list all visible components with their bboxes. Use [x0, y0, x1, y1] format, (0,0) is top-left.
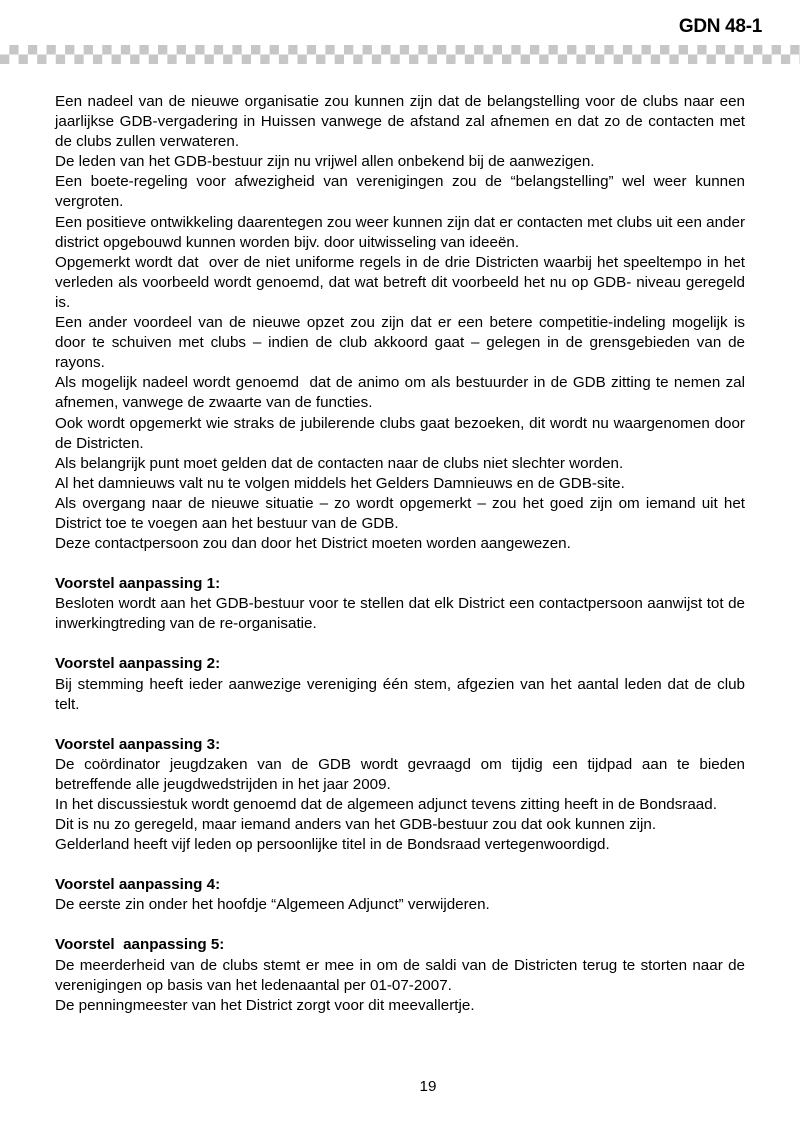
intro-section: [55, 92, 750, 554]
proposal-heading: Voorstel aanpassing 4:: [55, 876, 221, 894]
section-spacer: [55, 855, 745, 875]
body-paragraph: Als overgang naar de nieuwe situatie – zo wordt opgemerkt – zou het goed zijn om iemand uit het District toe te voegen aan het bestuur van de GDB.: [55, 494, 750, 532]
proposal-paragraph: Besloten wordt aan het GDB-bestuur voor te stellen dat elk District een contactpersoon aanwijst tot de inwerkingtreding van de re-organisatie.: [55, 595, 750, 633]
section-spacer: [55, 634, 745, 654]
body-paragraph: Een nadeel van de nieuwe organisatie zou kunnen zijn dat de belangstelling voor de clubs naar een jaarlijkse GDB-vergadering in Huissen vanwege de afstand zal afnemen en dat zo de contacten met de clubs zullen verwateren.: [55, 93, 750, 151]
body-paragraph: Een ander voordeel van de nieuwe opzet zou zijn dat er een betere competitie-indeling mogelijk is door te schuiven met clubs – indien de club akkoord gaat – gelegen in de grensgebieden van de rayons.: [55, 314, 750, 372]
body-paragraph: Als mogelijk nadeel wordt genoemd dat de animo om als bestuurder in de GDB zitting te nemen zal afnemen, vanwege de zwaarte van de functies.: [55, 374, 750, 412]
proposal-heading: Voorstel aanpassing 5:: [55, 936, 225, 954]
proposal-paragraph: Bij stemming heeft ieder aanwezige vereniging één stem, afgezien van het aantal leden dat de club telt.: [55, 675, 750, 713]
section-spacer: [55, 554, 745, 574]
proposal-section-4: [55, 875, 745, 915]
proposal-heading: Voorstel aanpassing 2:: [55, 655, 221, 673]
document-body: [55, 92, 750, 1016]
body-paragraph: Als belangrijk punt moet gelden dat de contacten naar de clubs niet slechter worden.: [55, 454, 624, 472]
proposal-paragraph: De eerste zin onder het hoofdje “Algemeen Adjunct” verwijderen.: [55, 896, 490, 914]
page-number: 19: [419, 1078, 437, 1095]
proposal-paragraph: De coördinator jeugdzaken van de GDB wordt gevraagd om tijdig een tijdpad aan te bieden betreffende alle jeugdwedstrijden in het jaar 2009.: [55, 755, 750, 793]
body-paragraph: Opgemerkt wordt dat over de niet uniforme regels in de drie Districten waarbij het speeltempo in het verleden als voorbeeld wordt genoemd, dat wat betreft dit voorbeeld het nu op GDB- niveau geregeld is.: [55, 253, 750, 311]
proposal-section-5: [55, 935, 750, 1015]
proposal-heading: Voorstel aanpassing 3:: [55, 735, 221, 753]
proposal-paragraph: De meerderheid van de clubs stemt er mee in om de saldi van de Districten terug te storten naar de verenigingen op basis van het ledenaantal per 01-07-2007.: [55, 956, 750, 994]
body-paragraph: De leden van het GDB-bestuur zijn nu vrijwel allen onbekend bij de aanwezigen.: [55, 153, 595, 171]
page-header: [0, 0, 800, 68]
proposal-section-3: [55, 735, 750, 856]
body-paragraph: Deze contactpersoon zou dan door het District moeten worden aangewezen.: [55, 535, 571, 553]
section-spacer: [55, 715, 745, 735]
proposal-paragraph: In het discussiestuk wordt genoemd dat de algemeen adjunct tevens zitting heeft in de Bondsraad.: [55, 796, 717, 813]
proposal-paragraph: Gelderland heeft vijf leden op persoonlijke titel in de Bondsraad vertegenwoordigd.: [55, 836, 610, 854]
section-spacer: [55, 915, 745, 935]
body-paragraph: Al het damnieuws valt nu te volgen middels het Gelders Damnieuws en de GDB-site.: [55, 474, 625, 492]
page-footer: [0, 1078, 800, 1096]
proposal-heading: Voorstel aanpassing 1:: [55, 575, 221, 593]
header-checkerboard-divider: [0, 45, 800, 64]
body-paragraph: Een positieve ontwikkeling daarentegen zou weer kunnen zijn dat er contacten met clubs uit een ander district opgebouwd kunnen worden bijv. door uitwisseling van ideeën.: [55, 213, 750, 251]
header-document-title: GDN 48-1: [678, 16, 762, 37]
proposal-paragraph: Dit is nu zo geregeld, maar iemand anders van het GDB-bestuur zou dat ook kunnen zijn.: [55, 816, 657, 834]
proposal-section-1: [55, 574, 750, 634]
body-paragraph: Ook wordt opgemerkt wie straks de jubilerende clubs gaat bezoeken, dit wordt nu waargenomen door de Districten.: [55, 414, 750, 452]
body-paragraph: Een boete-regeling voor afwezigheid van verenigingen zou de “belangstelling” wel weer kunnen vergroten.: [55, 173, 750, 211]
proposal-paragraph: De penningmeester van het District zorgt voor dit meevallertje.: [55, 996, 475, 1014]
proposal-section-2: [55, 654, 750, 714]
